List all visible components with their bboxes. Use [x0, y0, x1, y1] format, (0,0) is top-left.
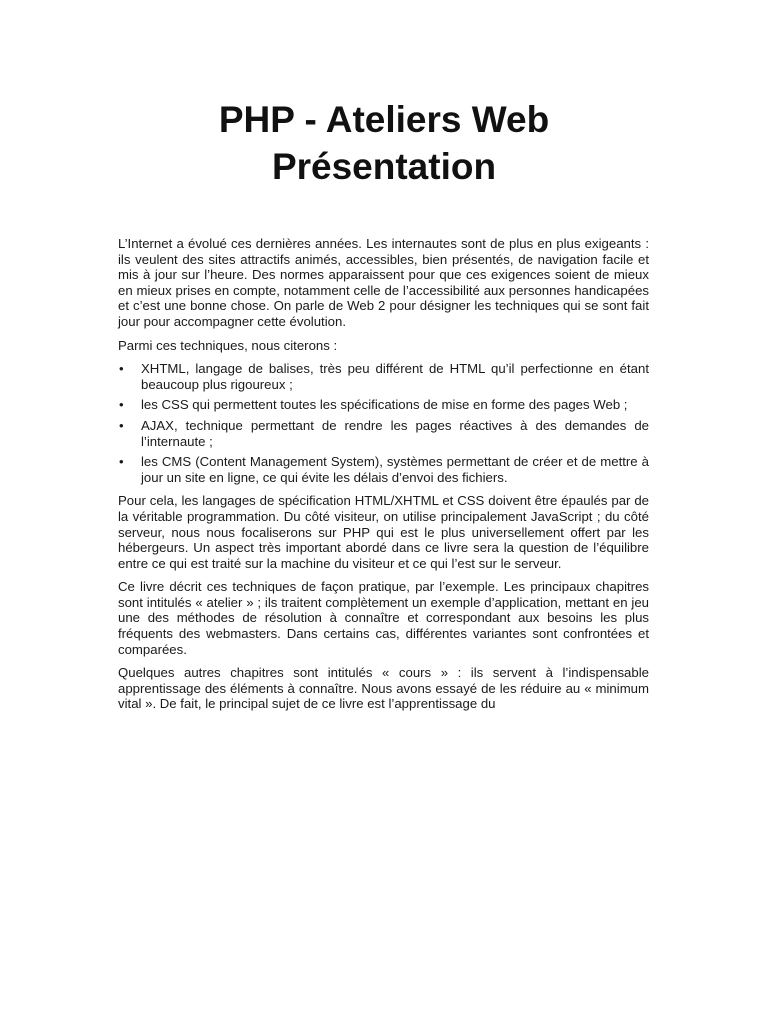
list-intro-paragraph: Parmi ces techniques, nous citerons :: [118, 337, 338, 353]
title-line-1: PHP - Ateliers Web: [218, 99, 550, 140]
list-item-text: les CMS (Content Management System), systèmes permettant de créer et de mettre à jour un site en ligne, ce qui évite les délais d’envoi des fichiers.: [141, 454, 649, 485]
page-title: [0, 96, 768, 190]
list-item-text: XHTML, langage de balises, très peu différent de HTML qu’il perfectionne en étant beaucoup plus rigoureux ;: [141, 361, 649, 392]
bullet-icon: •: [119, 397, 124, 413]
bullet-icon: •: [119, 361, 124, 377]
programming-paragraph: Pour cela, les langages de spécification HTML/XHTML et CSS doivent être épaulés par de la véritable programmation. Du côté visiteur, on utilise principalement JavaScript ; du côté serveur, nous nous focaliserons sur PHP qui est le plus universellement offert par les hébergeurs. Un aspect très important abordé dans ce livre sera la question de l’équilibre entre ce qui est traité sur la machine du visiteur et ce qui l’est sur le serveur.: [118, 493, 649, 571]
list-item: [118, 397, 649, 413]
bullet-icon: •: [119, 417, 124, 433]
list-item-text: AJAX, technique permettant de rendre les pages réactives à des demandes de l’internaute ;: [141, 417, 649, 449]
workshop-paragraph: Ce livre décrit ces techniques de façon pratique, par l’exemple. Les principaux chapitres sont intitulés « atelier » ; ils traitent complètement un exemple d’application, mettant en jeu une des méthodes de résolution à connaître et correspondant aux besoins les plus fréquents des webmasters. Dans certains cas, différentes variantes sont confrontées et comparées.: [118, 579, 649, 657]
bullet-icon: •: [119, 454, 124, 470]
list-item: [118, 418, 649, 449]
intro-paragraph: L’Internet a évolué ces dernières années. Les internautes sont de plus en plus exigeants : ils veulent des sites attractifs animés, accessibles, bien présentés, de navigation facile et mis à jour sur l’heure. Des normes apparaissent pour que ces exigences soient de mieux en mieux prises en compte, notamment celle de l’accessibilité aux personnes handicapées et c’est une bonne chose. On parle de Web 2 pour désigner les techniques qui se sont fait jour pour accompagner cette évolution.: [118, 236, 649, 329]
title-line-2: Présentation: [271, 146, 497, 187]
list-item: [118, 361, 649, 392]
techniques-list: [118, 361, 649, 485]
list-item: [118, 454, 649, 485]
course-paragraph: Quelques autres chapitres sont intitulés « cours » : ils servent à l’indispensable apprentissage des éléments à connaître. Nous avons essayé de les réduire au « minimum vital ». De fait, le principal sujet de ce livre est l’apprentissage du: [118, 665, 649, 712]
list-item-text: les CSS qui permettent toutes les spécifications de mise en forme des pages Web ;: [141, 397, 628, 413]
document-body: [118, 236, 649, 720]
